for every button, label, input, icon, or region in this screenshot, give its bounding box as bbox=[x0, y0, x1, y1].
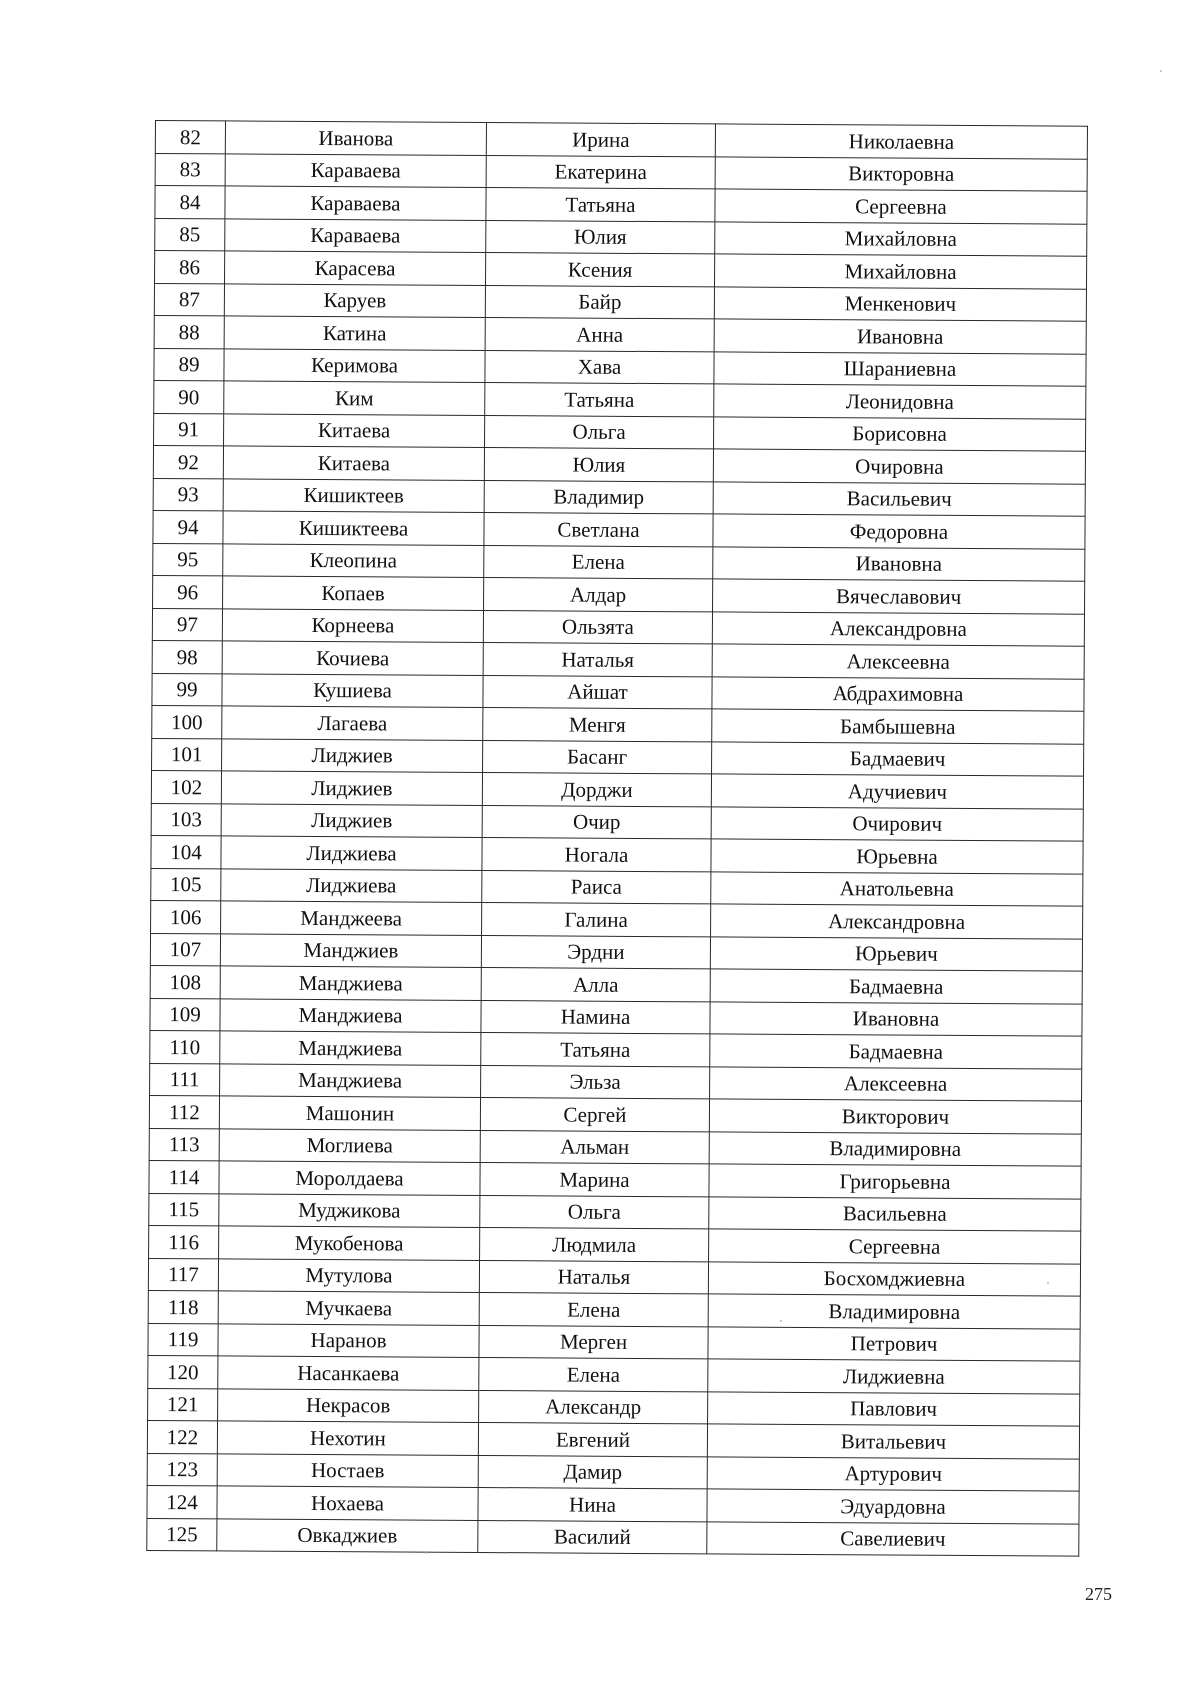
last-name-cell: Кишиктеева bbox=[223, 511, 484, 545]
last-name-cell: Манджиева bbox=[220, 1063, 481, 1097]
row-number-cell: 105 bbox=[151, 868, 221, 901]
last-name-cell: Копаев bbox=[223, 576, 484, 610]
first-name-cell: Людмила bbox=[480, 1228, 709, 1262]
last-name-cell: Лиджиев bbox=[221, 803, 482, 837]
first-name-cell: Мерген bbox=[479, 1325, 708, 1359]
patronymic-cell: Адучиевич bbox=[711, 774, 1083, 809]
row-number-cell: 111 bbox=[150, 1063, 220, 1096]
last-name-cell: Наранов bbox=[218, 1323, 479, 1357]
row-number-cell: 102 bbox=[151, 770, 221, 803]
row-number-cell: 82 bbox=[155, 121, 225, 154]
first-name-cell: Ирина bbox=[486, 123, 715, 157]
first-name-cell: Эрдни bbox=[481, 935, 710, 969]
first-name-cell: Юлия bbox=[484, 448, 713, 482]
first-name-cell: Владимир bbox=[484, 480, 713, 514]
patronymic-cell: Михайловна bbox=[715, 221, 1087, 256]
row-number-cell: 124 bbox=[147, 1485, 217, 1518]
first-name-cell: Эльза bbox=[481, 1065, 710, 1099]
patronymic-cell: Лиджиевна bbox=[708, 1359, 1080, 1394]
row-number-cell: 90 bbox=[154, 380, 224, 413]
row-number-cell: 99 bbox=[152, 673, 222, 706]
scan-speck bbox=[425, 1552, 427, 1554]
row-number-cell: 113 bbox=[149, 1128, 219, 1161]
first-name-cell: Светлана bbox=[484, 513, 713, 547]
patronymic-cell: Вячеславович bbox=[713, 579, 1085, 614]
first-name-cell: Очир bbox=[482, 805, 711, 839]
row-number-cell: 86 bbox=[155, 251, 225, 284]
row-number-cell: 118 bbox=[148, 1290, 218, 1323]
patronymic-cell: Ивановна bbox=[713, 546, 1085, 581]
last-name-cell: Керимова bbox=[224, 348, 485, 382]
first-name-cell: Евгений bbox=[478, 1423, 707, 1457]
last-name-cell: Моглиева bbox=[219, 1128, 480, 1162]
row-number-cell: 100 bbox=[152, 705, 222, 738]
row-number-cell: 125 bbox=[147, 1518, 217, 1551]
last-name-cell: Кушиева bbox=[222, 673, 483, 707]
last-name-cell: Муджикова bbox=[219, 1193, 480, 1227]
first-name-cell: Дорджи bbox=[482, 773, 711, 807]
row-number-cell: 87 bbox=[154, 283, 224, 316]
patronymic-cell: Витальевич bbox=[707, 1424, 1079, 1459]
first-name-cell: Галина bbox=[482, 903, 711, 937]
patronymic-cell: Артурович bbox=[707, 1456, 1079, 1491]
row-number-cell: 116 bbox=[149, 1225, 219, 1258]
first-name-cell: Ксения bbox=[485, 253, 714, 287]
first-name-cell: Наталья bbox=[479, 1260, 708, 1294]
last-name-cell: Лиджиева bbox=[221, 836, 482, 870]
patronymic-cell: Анатольевна bbox=[711, 871, 1083, 906]
row-number-cell: 94 bbox=[153, 510, 223, 543]
row-number-cell: 122 bbox=[147, 1420, 217, 1453]
first-name-cell: Айшат bbox=[483, 675, 712, 709]
row-number-cell: 98 bbox=[152, 640, 222, 673]
row-number-cell: 110 bbox=[150, 1030, 220, 1063]
last-name-cell: Моролдаева bbox=[219, 1161, 480, 1195]
first-name-cell: Елена bbox=[479, 1358, 708, 1392]
last-name-cell: Лиджиев bbox=[221, 771, 482, 805]
first-name-cell: Марина bbox=[480, 1163, 709, 1197]
last-name-cell: Нохаева bbox=[217, 1486, 478, 1520]
patronymic-cell: Павлович bbox=[708, 1391, 1080, 1426]
row-number-cell: 104 bbox=[151, 835, 221, 868]
last-name-cell: Китаева bbox=[224, 413, 485, 447]
patronymic-cell: Ивановна bbox=[710, 1001, 1082, 1036]
patronymic-cell: Борисовна bbox=[714, 416, 1086, 451]
last-name-cell: Кишиктеев bbox=[223, 478, 484, 512]
patronymic-cell: Юрьевна bbox=[711, 839, 1083, 874]
last-name-cell: Караваева bbox=[225, 186, 486, 220]
last-name-cell: Лиджиева bbox=[221, 868, 482, 902]
row-number-cell: 95 bbox=[153, 543, 223, 576]
last-name-cell: Клеопина bbox=[223, 543, 484, 577]
last-name-cell: Кочиева bbox=[222, 641, 483, 675]
row-number-cell: 97 bbox=[152, 608, 222, 641]
row-number-cell: 112 bbox=[149, 1095, 219, 1128]
page-number: 275 bbox=[1085, 1584, 1112, 1604]
first-name-cell: Ногала bbox=[482, 838, 711, 872]
row-number-cell: 123 bbox=[147, 1453, 217, 1486]
patronymic-cell: Викторович bbox=[709, 1099, 1081, 1134]
first-name-cell: Татьяна bbox=[486, 188, 715, 222]
row-number-cell: 114 bbox=[149, 1160, 219, 1193]
first-name-cell: Анна bbox=[485, 318, 714, 352]
scan-speck bbox=[1160, 70, 1162, 72]
patronymic-cell: Владимировна bbox=[709, 1131, 1081, 1166]
last-name-cell: Некрасов bbox=[218, 1388, 479, 1422]
patronymic-cell: Савелиевич bbox=[707, 1521, 1079, 1556]
patronymic-cell: Эдуардовна bbox=[707, 1489, 1079, 1524]
last-name-cell: Манджиева bbox=[220, 1031, 481, 1065]
row-number-cell: 107 bbox=[150, 933, 220, 966]
last-name-cell: Манджеева bbox=[221, 901, 482, 935]
patronymic-cell: Васильевна bbox=[709, 1196, 1081, 1231]
first-name-cell: Татьяна bbox=[485, 383, 714, 417]
last-name-cell: Нехотин bbox=[217, 1421, 478, 1455]
first-name-cell: Татьяна bbox=[481, 1033, 710, 1067]
row-number-cell: 91 bbox=[154, 413, 224, 446]
last-name-cell: Корнеева bbox=[222, 608, 483, 642]
patronymic-cell: Александровна bbox=[712, 611, 1084, 646]
first-name-cell: Басанг bbox=[483, 740, 712, 774]
last-name-cell: Иванова bbox=[225, 121, 486, 155]
patronymic-cell: Ивановна bbox=[714, 319, 1086, 354]
first-name-cell: Александр bbox=[479, 1390, 708, 1424]
last-name-cell: Ким bbox=[224, 381, 485, 415]
last-name-cell: Китаева bbox=[223, 446, 484, 480]
scan-speck bbox=[1047, 1282, 1049, 1284]
first-name-cell: Намина bbox=[481, 1000, 710, 1034]
patronymic-cell: Алексеевна bbox=[712, 644, 1084, 679]
patronymic-cell: Михайловна bbox=[714, 254, 1086, 289]
first-name-cell: Раиса bbox=[482, 870, 711, 904]
row-number-cell: 93 bbox=[153, 478, 223, 511]
patronymic-cell: Леонидовна bbox=[714, 384, 1086, 419]
last-name-cell: Караваева bbox=[225, 218, 486, 252]
last-name-cell: Насанкаева bbox=[218, 1356, 479, 1390]
last-name-cell: Каруев bbox=[224, 283, 485, 317]
patronymic-cell: Владимировна bbox=[708, 1294, 1080, 1329]
row-number-cell: 119 bbox=[148, 1323, 218, 1356]
names-table bbox=[146, 120, 1088, 1557]
row-number-cell: 115 bbox=[149, 1193, 219, 1226]
row-number-cell: 108 bbox=[150, 965, 220, 998]
last-name-cell: Овкаджиев bbox=[217, 1518, 478, 1552]
row-number-cell: 121 bbox=[148, 1388, 218, 1421]
patronymic-cell: Бадмаевна bbox=[710, 1034, 1082, 1069]
row-number-cell: 101 bbox=[152, 738, 222, 771]
row-number-cell: 117 bbox=[148, 1258, 218, 1291]
last-name-cell: Манджиев bbox=[220, 933, 481, 967]
last-name-cell: Катина bbox=[224, 316, 485, 350]
first-name-cell: Ольга bbox=[485, 415, 714, 449]
row-number-cell: 92 bbox=[153, 445, 223, 478]
patronymic-cell: Шараниевна bbox=[714, 351, 1086, 386]
first-name-cell: Наталья bbox=[483, 643, 712, 677]
patronymic-cell: Босхомджиевна bbox=[708, 1261, 1080, 1296]
first-name-cell: Алла bbox=[481, 968, 710, 1002]
first-name-cell: Елена bbox=[484, 545, 713, 579]
patronymic-cell: Бамбышевна bbox=[712, 709, 1084, 744]
row-number-cell: 83 bbox=[155, 153, 225, 186]
row-number-cell: 96 bbox=[153, 575, 223, 608]
patronymic-cell: Викторовна bbox=[715, 156, 1087, 191]
row-number-cell: 89 bbox=[154, 348, 224, 381]
table-row bbox=[147, 1518, 1079, 1556]
first-name-cell: Сергей bbox=[480, 1098, 709, 1132]
first-name-cell: Ользята bbox=[483, 610, 712, 644]
patronymic-cell: Бадмаевна bbox=[710, 969, 1082, 1004]
patronymic-cell: Бадмаевич bbox=[712, 741, 1084, 776]
last-name-cell: Лиджиев bbox=[222, 738, 483, 772]
first-name-cell: Алдар bbox=[484, 578, 713, 612]
first-name-cell: Альман bbox=[480, 1130, 709, 1164]
patronymic-cell: Григорьевна bbox=[709, 1164, 1081, 1199]
patronymic-cell: Петрович bbox=[708, 1326, 1080, 1361]
first-name-cell: Менгя bbox=[483, 708, 712, 742]
patronymic-cell: Менкенович bbox=[714, 286, 1086, 321]
patronymic-cell: Александровна bbox=[711, 904, 1083, 939]
first-name-cell: Елена bbox=[479, 1293, 708, 1327]
patronymic-cell: Сергеевна bbox=[709, 1229, 1081, 1264]
last-name-cell: Мучкаева bbox=[218, 1291, 479, 1325]
first-name-cell: Хава bbox=[485, 350, 714, 384]
first-name-cell: Екатерина bbox=[486, 155, 715, 189]
row-number-cell: 106 bbox=[151, 900, 221, 933]
names-table-body bbox=[147, 121, 1088, 1557]
scan-speck bbox=[780, 1320, 782, 1322]
last-name-cell: Мукобенова bbox=[219, 1226, 480, 1260]
last-name-cell: Мутулова bbox=[218, 1258, 479, 1292]
first-name-cell: Василий bbox=[478, 1520, 707, 1554]
patronymic-cell: Абдрахимовна bbox=[712, 676, 1084, 711]
row-number-cell: 84 bbox=[155, 186, 225, 219]
last-name-cell: Карасева bbox=[225, 251, 486, 285]
row-number-cell: 88 bbox=[154, 315, 224, 348]
last-name-cell: Манджиева bbox=[220, 966, 481, 1000]
row-number-cell: 85 bbox=[155, 218, 225, 251]
patronymic-cell: Сергеевна bbox=[715, 189, 1087, 224]
last-name-cell: Машонин bbox=[219, 1096, 480, 1130]
patronymic-cell: Юрьевич bbox=[710, 936, 1082, 971]
patronymic-cell: Васильевич bbox=[713, 481, 1085, 516]
first-name-cell: Ольга bbox=[480, 1195, 709, 1229]
first-name-cell: Байр bbox=[485, 285, 714, 319]
row-number-cell: 109 bbox=[150, 998, 220, 1031]
first-name-cell: Нина bbox=[478, 1487, 707, 1521]
row-number-cell: 103 bbox=[151, 803, 221, 836]
row-number-cell: 120 bbox=[148, 1355, 218, 1388]
last-name-cell: Караваева bbox=[225, 153, 486, 187]
first-name-cell: Юлия bbox=[486, 220, 715, 254]
patronymic-cell: Алексеевна bbox=[710, 1066, 1082, 1101]
last-name-cell: Манджиева bbox=[220, 998, 481, 1032]
patronymic-cell: Федоровна bbox=[713, 514, 1085, 549]
patronymic-cell: Очирович bbox=[711, 806, 1083, 841]
first-name-cell: Дамир bbox=[478, 1455, 707, 1489]
last-name-cell: Ностаев bbox=[217, 1453, 478, 1487]
last-name-cell: Лагаева bbox=[222, 706, 483, 740]
patronymic-cell: Николаевна bbox=[715, 124, 1087, 159]
patronymic-cell: Очировна bbox=[713, 449, 1085, 484]
